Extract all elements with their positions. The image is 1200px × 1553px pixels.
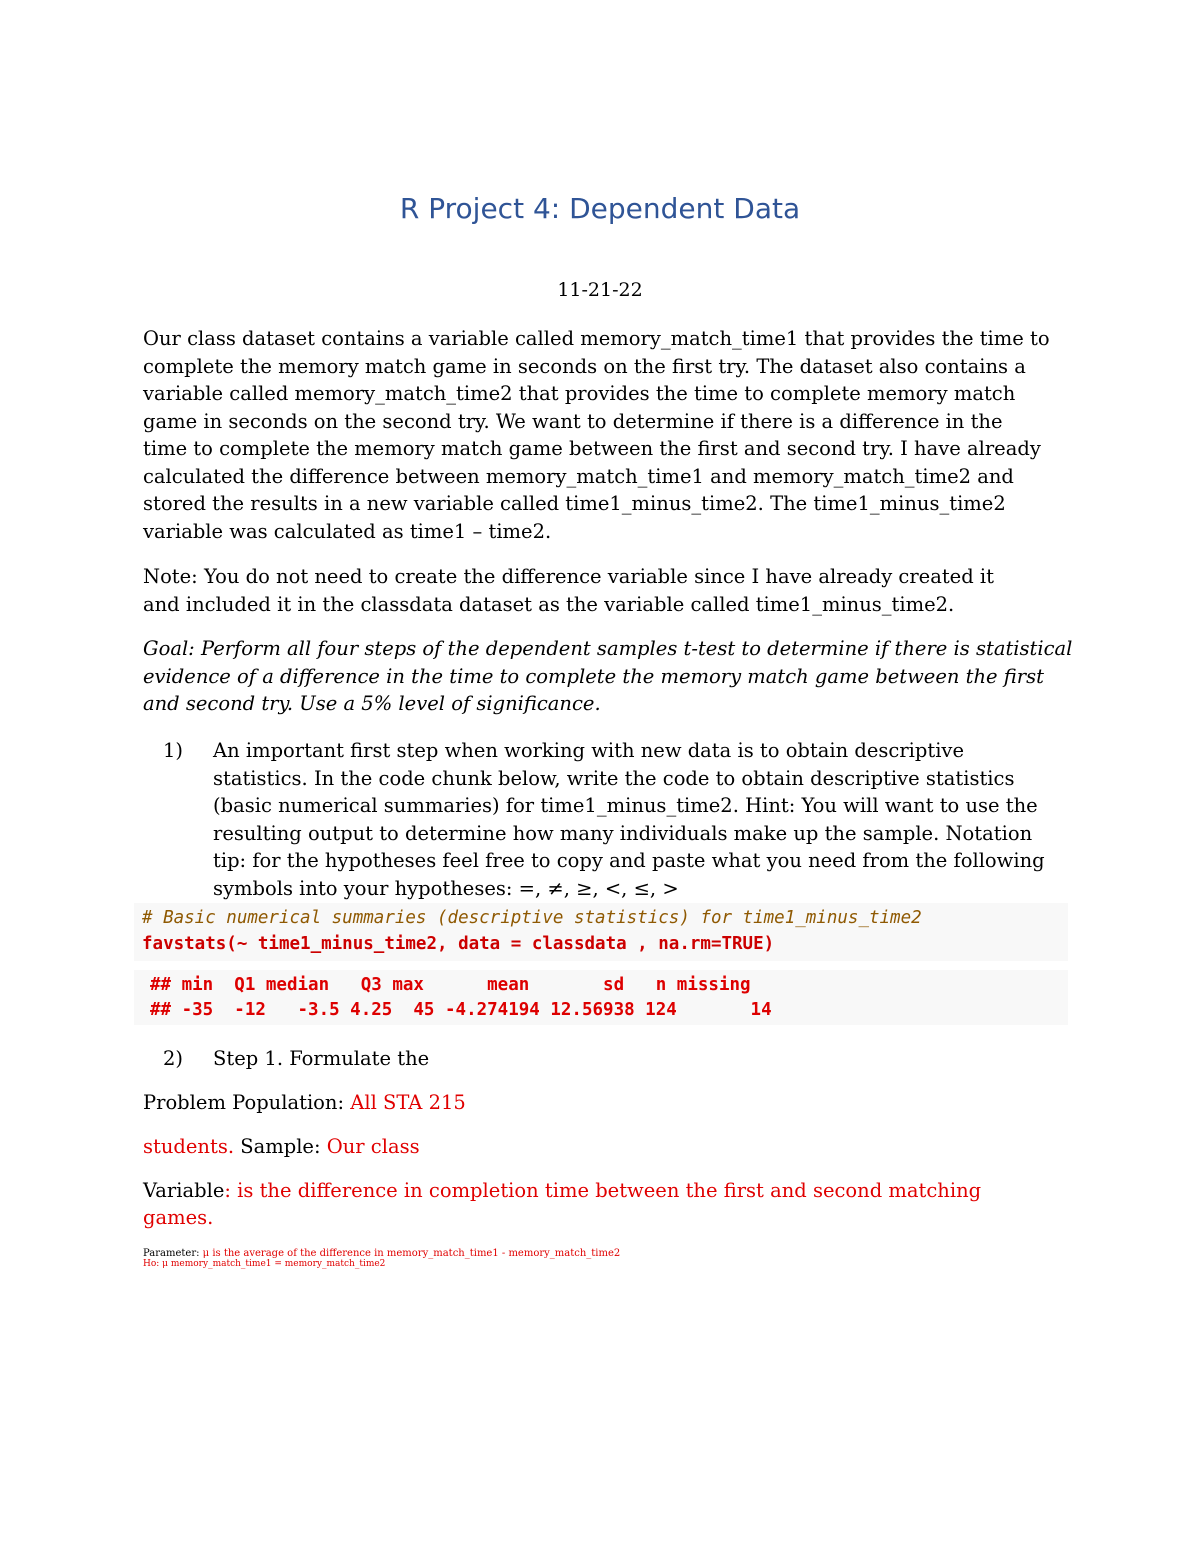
sample-answer: Our class: [326, 1135, 420, 1158]
text-line: stored the results in a new variable called time1_minus_time2. The time1_minus_time2: [143, 492, 1006, 515]
sample-line: [143, 1133, 420, 1160]
question-text: Step 1. Formulate the: [213, 1047, 430, 1070]
text-line: variable was calculated as time1 – time2.: [143, 519, 552, 543]
output-header: ## min Q1 median Q3 max mean sd n missing: [150, 975, 751, 995]
text-line: and included it in the classdata dataset as the variable called time1_minus_time2.: [143, 592, 955, 616]
text-line: calculated the difference between memory_match_time1 and memory_match_time2 and: [143, 464, 1014, 488]
text-line: game in seconds on the second try. We want to determine if there is a difference in the: [143, 409, 1003, 433]
page-title: R Project 4: Dependent Data: [399, 192, 801, 225]
text-line: time to complete the memory match game between the first and second try. I have already: [143, 437, 1041, 460]
variable-line: [143, 1177, 1043, 1231]
variable-answer: : is the difference in completion time between the first and second matching: [224, 1179, 982, 1202]
text-line: symbols into your hypotheses: =, ≠, ≥, <, ≤, >: [213, 876, 679, 900]
goal-paragraph: [143, 635, 1073, 718]
parameter-line: [143, 1248, 620, 1259]
code-line: favstats(~ time1_minus_time2, data = classdata , na.rm=TRUE): [142, 934, 775, 954]
parameter-answer: μ is the average of the difference in memory_match_time1 - memory_match_time2: [202, 1248, 621, 1259]
problem-answer: All STA 215: [350, 1091, 466, 1114]
sample-label: Sample:: [234, 1135, 327, 1158]
text-line: (basic numerical summaries) for time1_minus_time2. Hint: You will want to use the: [213, 794, 1038, 817]
parameter-label: Parameter:: [143, 1248, 203, 1259]
text-line: and second try. Use a 5% level of significance.: [143, 692, 601, 715]
question-text: [213, 737, 1058, 902]
question-number: 1): [163, 739, 184, 762]
text-line: evidence of a difference in the time to complete the memory match game between the first: [143, 664, 1044, 688]
question-number: 2): [163, 1047, 184, 1070]
intro-paragraph: [143, 325, 1073, 545]
text-line: Note: You do not need to create the difference variable since I have already created it: [143, 565, 994, 588]
text-line: complete the memory match game in seconds on the first try. The dataset also contains a: [143, 354, 1026, 378]
variable-label: Variable: [143, 1179, 225, 1202]
text-line: An important first step when working with new data is to obtain descriptive: [213, 739, 964, 762]
text-line: variable called memory_match_time2 that provides the time to complete memory match: [143, 382, 1016, 405]
variable-answer-cont: games.: [143, 1206, 214, 1229]
note-paragraph: [143, 563, 1073, 618]
text-line: resulting output to determine how many individuals make up the sample. Notation: [213, 821, 1033, 845]
text-line: tip: for the hypotheses feel free to copy and paste what you need from the following: [213, 849, 1045, 872]
problem-population-line: [143, 1089, 466, 1116]
text-line: Goal: Perform all four steps of the dependent samples t-test to determine if there is statistical: [143, 637, 1073, 660]
text-line: Our class dataset contains a variable called memory_match_time1 that provides the time to: [143, 327, 1050, 350]
code-chunk[interactable]: [134, 903, 1068, 961]
output-values: ## -35 -12 -3.5 4.25 45 -4.274194 12.56938 124 14: [150, 1000, 772, 1020]
problem-answer-cont: students.: [143, 1135, 235, 1158]
text-line: statistics. In the code chunk below, write the code to obtain descriptive statistics: [213, 766, 1015, 790]
null-hypothesis: Ho: μ memory_match_time1 = memory_match_time2: [143, 1259, 386, 1269]
code-comment: # Basic numerical summaries (descriptive statistics) for time1_minus_time2: [142, 908, 922, 928]
code-output: [134, 970, 1068, 1025]
problem-label: Problem Population:: [143, 1091, 351, 1114]
date: 11-21-22: [557, 279, 643, 301]
